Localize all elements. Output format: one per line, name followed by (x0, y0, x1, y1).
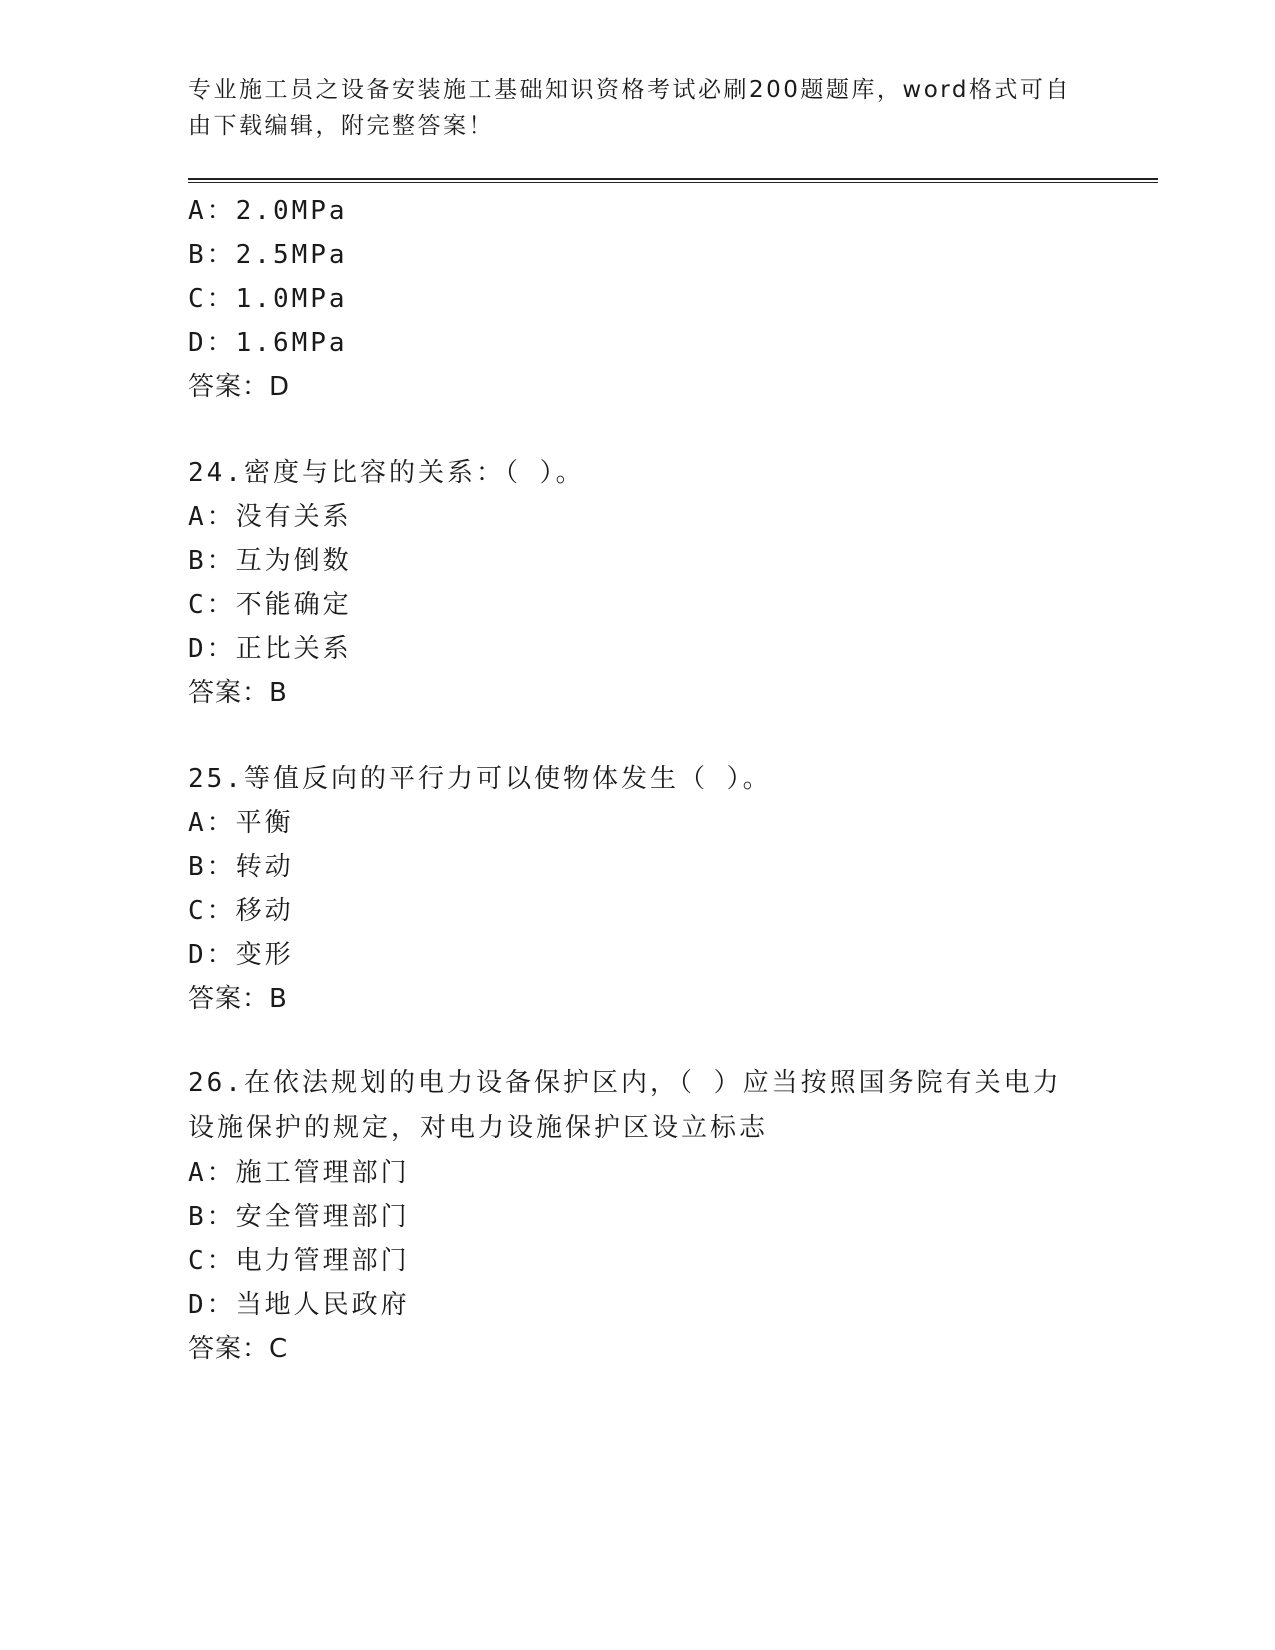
q26-option-d: D：当地人民政府 (188, 1290, 410, 1320)
q26-option-a: A：施工管理部门 (188, 1158, 410, 1188)
q25-option-a: A：平衡 (188, 808, 294, 838)
q24-option-d: D：正比关系 (188, 634, 352, 664)
document-header: 专业施工员之设备安装施工基础知识资格考试必刷200题题库，word格式可自由下载编辑，附完整答案！ (188, 77, 1071, 139)
q24-answer: 答案：B (188, 678, 288, 708)
q24-option-c: C：不能确定 (188, 590, 352, 620)
q26-option-c: C：电力管理部门 (188, 1246, 410, 1276)
q24-option-b: B：互为倒数 (188, 546, 352, 576)
q26-option-b: B：安全管理部门 (188, 1202, 410, 1232)
q23-option-a: A：2.0MPa (188, 196, 348, 226)
q25-option-d: D：变形 (188, 940, 294, 970)
q24-option-a: A：没有关系 (188, 502, 352, 532)
q26-question: 26.在依法规划的电力设备保护区内，（ ）应当按照国务院有关电力设施保护的规定，对电力设施保护区设立标志 (188, 1068, 1062, 1143)
q23-option-b: B：2.5MPa (188, 240, 348, 270)
q25-question: 25.等值反向的平行力可以使物体发生（ ）。 (188, 764, 772, 794)
q23-option-d: D：1.6MPa (188, 328, 348, 358)
q23-answer: 答案：D (188, 372, 291, 402)
q25-option-c: C：移动 (188, 896, 294, 926)
header-divider (188, 178, 1158, 183)
q25-answer: 答案：B (188, 984, 288, 1014)
q25-option-b: B：转动 (188, 852, 294, 882)
q23-option-c: C：1.0MPa (188, 284, 348, 314)
q26-answer: 答案：C (188, 1334, 289, 1364)
q24-question: 24.密度与比容的关系：（ ）。 (188, 458, 585, 488)
